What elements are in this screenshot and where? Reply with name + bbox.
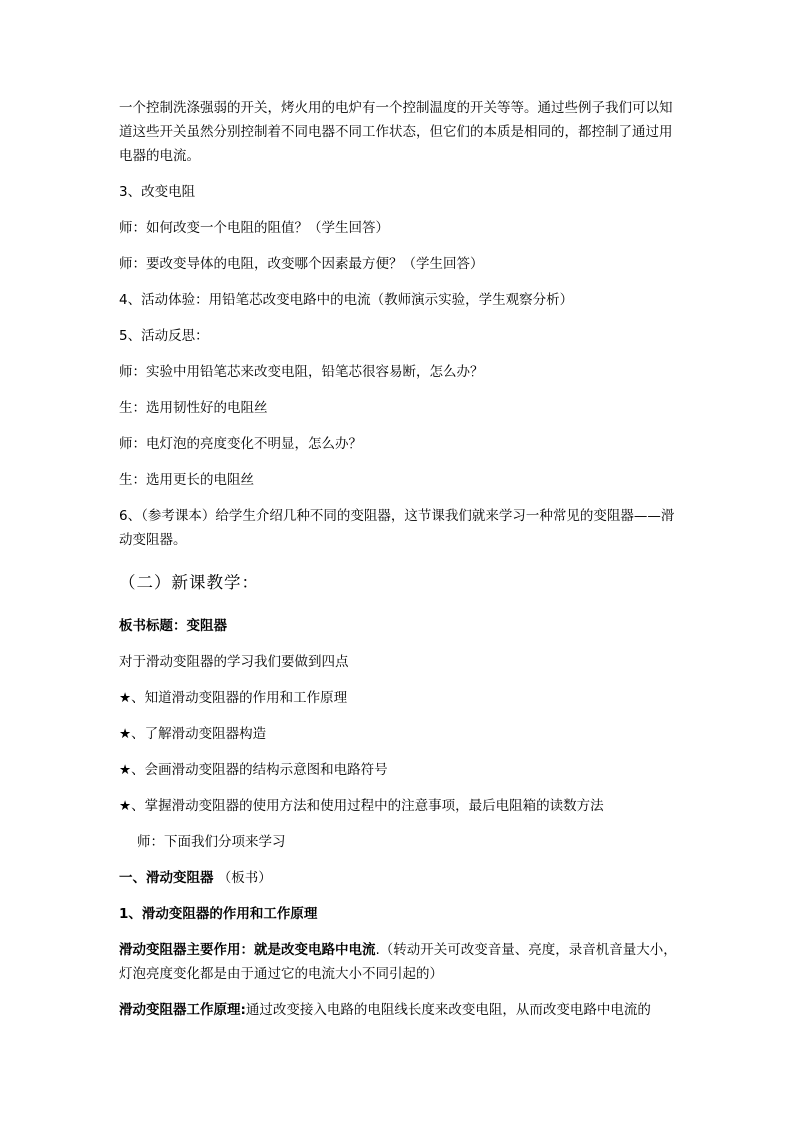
learning-goals-intro: 对于滑动变阻器的学习我们要做到四点: [119, 654, 349, 670]
section-sliding-rheostat: [119, 866, 679, 890]
rheostat-principle-label: 滑动变阻器工作原理:: [119, 1002, 246, 1018]
rheostat-function-label: 滑动变阻器主要作用：就是改变电路中电流: [119, 942, 376, 958]
rheostat-principle: [119, 998, 679, 1022]
section-sliding-rheostat-title: 一、滑动变阻器: [119, 870, 214, 886]
section-heading-new-lesson: （二）新课教学：: [119, 573, 259, 592]
board-title: 板书标题：变阻器: [119, 618, 227, 634]
section-sliding-rheostat-note: （板书）: [217, 870, 272, 886]
teacher-transition: 师：下面我们分项来学习: [137, 834, 286, 850]
goal-item-4: ★、掌握滑动变阻器的使用方法和使用过程中的注意事项，最后电阻箱的读数方法: [119, 798, 604, 814]
goal-item-3: ★、会画滑动变阻器的结构示意图和电路符号: [119, 762, 388, 778]
rheostat-function-text: .（转动开关可改变音量、亮度，录音机音量大小，灯泡亮度变化都是由于通过它的电流大小不同引起的）: [119, 942, 677, 982]
activity-reflection: 5、活动反思：: [119, 328, 209, 344]
student-answer-1: 生：选用韧性好的电阻丝: [119, 400, 268, 416]
goal-item-1: ★、知道滑动变阻器的作用和工作原理: [119, 690, 348, 706]
document-page: [119, 96, 679, 1034]
student-answer-2: 生：选用更长的电阻丝: [119, 472, 254, 488]
rheostat-function: [119, 938, 679, 986]
goal-item-2: ★、了解滑动变阻器构造: [119, 726, 267, 742]
teacher-question-3: 师：实验中用铅笔芯来改变电阻，铅笔芯很容易断，怎么办？: [119, 364, 484, 380]
rheostat-principle-text: 通过改变接入电路的电阻线长度来改变电阻，从而改变电路中电流的: [245, 1002, 651, 1018]
teacher-question-4: 师：电灯泡的亮度变化不明显，怎么办？: [119, 436, 362, 452]
activity-experience: 4、活动体验：用铅笔芯改变电路中的电流（教师演示实验，学生观察分析）: [119, 292, 574, 308]
teacher-question-1: 师：如何改变一个电阻的阻值？（学生回答）: [119, 220, 389, 236]
subsection-function-principle: 1、滑动变阻器的作用和工作原理: [119, 906, 318, 922]
introduce-rheostats: 6、（参考课本）给学生介绍几种不同的变阻器，这节课我们就来学习一种常见的变阻器——滑动变阻器。: [119, 508, 675, 548]
item-change-resistance: 3、改变电阻: [119, 184, 196, 200]
paragraph-intro: 一个控制洗涤强弱的开关，烤火用的电炉有一个控制温度的开关等等。通过些例子我们可以知道这些开关虽然分别控制着不同电器不同工作状态，但它们的本质是相同的，都控制了通过用电器的电流。: [119, 100, 673, 164]
teacher-question-2: 师：要改变导体的电阻，改变哪个因素最方便？（学生回答）: [119, 256, 484, 272]
